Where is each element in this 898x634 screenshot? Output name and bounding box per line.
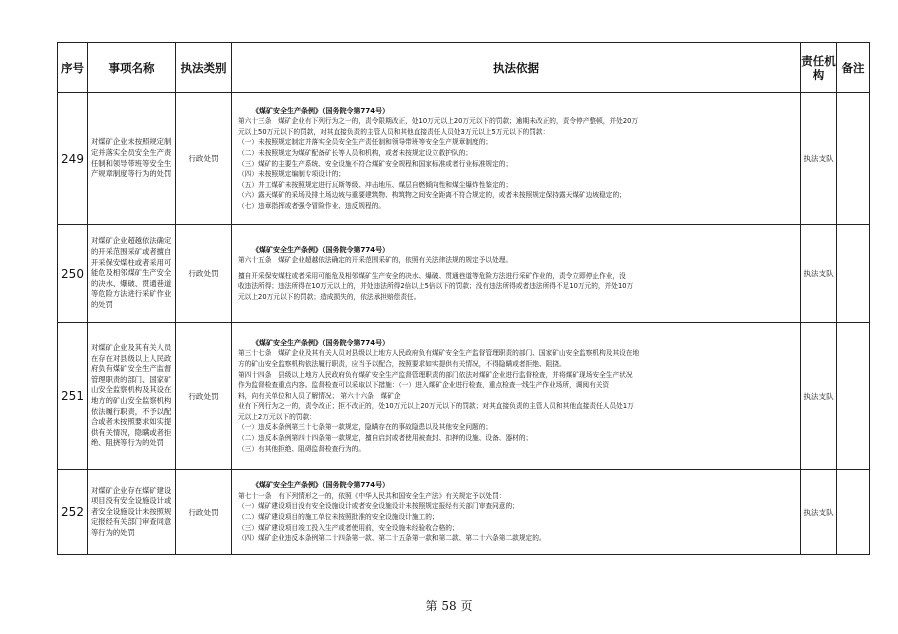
note [837, 225, 870, 323]
legal-basis [232, 323, 801, 470]
responsible-dept: 执法支队 [801, 323, 837, 470]
enforcement-type: 行政处罚 [176, 93, 232, 225]
table-row [58, 225, 870, 323]
basis-line: （二）煤矿建设项目的施工单位未按照批准的安全设施设计施工的； [238, 513, 439, 521]
header-type: 执法类别 [176, 43, 232, 93]
legal-basis [232, 93, 801, 225]
enforcement-type: 行政处罚 [176, 323, 232, 470]
page-number: 第 58 页 [425, 599, 473, 613]
note [837, 470, 870, 555]
basis-line: （七）违章指挥或者强令冒险作业、违反规程的。 [238, 201, 386, 210]
item-name: 对煤矿企业未按照规定制定并落实全员安全生产责任制和领导带班等安全生产规章制度等行为的处罚 [88, 93, 176, 225]
row-number: 249 [58, 93, 88, 225]
basis-line: （一）未按照规定制定并落实全员安全生产责任制和领导带班等安全生产规章制度的； [238, 138, 493, 147]
item-name: 对煤矿企业存在煤矿建设项目没有安全设施设计或者安全设施设计未按照规定报经有关部门审查同意等行为的处罚 [88, 470, 176, 555]
basis-line: （六）露天煤矿的采场及排土场边坡与重要建筑物、构筑物之间安全距离不符合规定的，或者未按照规定保持露天煤矿边坡稳定的； [238, 191, 626, 200]
basis-line: 第三十七条 煤矿企业及其有关人员对县级以上地方人民政府负有煤矿安全生产监督管理职责的部门、国家矿山安全监察机构及其设在地 [238, 349, 640, 358]
row-number: 250 [58, 225, 88, 323]
item-name: 对煤矿企业超越依法确定的开采范围采矿或者擅自开采保安煤柱或者采用可能危及相邻煤矿生产安全的决水、爆破、贯通巷道等危险方法进行采矿作业的处罚 [88, 225, 176, 323]
note [837, 93, 870, 225]
basis-line: 收违法所得；违法所得在10万元以上的，并处违法所得2倍以上5倍以下的罚款；没有违法所得或者违法所得不足10万元的，并处10万 [238, 282, 634, 291]
basis-line: （二）未按照规定为煤矿配备矿长等人员和机构，或者未按规定设立救护队的； [238, 148, 473, 157]
basis-line: 料，向有关单位和人员了解情况； 第六十六条 煤矿企 [238, 391, 401, 400]
enforcement-type: 行政处罚 [176, 225, 232, 323]
enforcement-type: 行政处罚 [176, 470, 232, 555]
table-row [58, 470, 870, 555]
note [837, 323, 870, 470]
basis-line: 第四十四条 县级以上地方人民政府负有煤矿安全生产监督管理职责的部门依法对煤矿企业进行监督检查，并将煤矿现场安全生产状况 [238, 370, 633, 379]
item-name: 对煤矿企业及其有关人员在存在对县级以上人民政府负有煤矿安全生产监督管理职责的部门、国家矿山安全监察机构及其设在地方的矿山安全监察机构依法履行职责，不予以配合或者未按照要求如实提供有关情况，隐瞒或者拒绝、阻挠等行为的处罚 [88, 323, 176, 470]
basis-line: （二）违反本条例第四十四条第一款规定，擅自启封或者使用被查封、扣押的设施、设备、器材的； [238, 434, 533, 443]
basis-line: （一）违反本条例第三十七条第一款规定，隐瞒存在的事故隐患以及其他安全问题的； [238, 423, 493, 432]
regulation-title: 《煤矿安全生产条例》（国务院令第774号） [252, 338, 390, 347]
basis-line: 元以上2万元以下的罚款： [238, 412, 316, 421]
basis-line: （一）煤矿建设项目没有安全设施设计或者安全设施设计未按照规定报经有关部门审查同意的； [238, 502, 519, 511]
header-name: 事项名称 [88, 43, 176, 93]
basis-line: 第六十三条 煤矿企业有下列行为之一的，责令限期改正，处10万元以上20万元以下的罚款；逾期未改正的，责令停产整顿，并处20万 [238, 117, 639, 126]
basis-line: 第七十一条 有下列情形之一的，依照《中华人民共和国安全生产法》有关规定予以处罚： [238, 491, 506, 500]
table-header [58, 43, 870, 93]
regulation-title: 《煤矿安全生产条例》（国务院令第774号） [252, 245, 390, 254]
table-row [58, 323, 870, 470]
basis-line: （四）未按照规定编制专项设计的； [238, 170, 345, 179]
responsible-dept: 执法支队 [801, 470, 837, 555]
enforcement-table [57, 42, 870, 555]
header-dept: 责任机构 [801, 43, 837, 93]
header-basis: 执法依据 [232, 43, 801, 93]
basis-line: （三）煤矿的主要生产系统、安全设施不符合煤矿安全规程和国家标准或者行业标准规定的； [238, 159, 513, 168]
regulation-title: 《煤矿安全生产条例》（国务院令第774号） [252, 481, 390, 490]
regulation-title: 《煤矿安全生产条例》（国务院令第774号） [252, 106, 390, 115]
basis-line: 元以上50万元以下的罚款，对其直接负责的主管人员和其他直接责任人员处3万元以上5万元以下的罚款： [238, 127, 550, 136]
responsible-dept: 执法支队 [801, 93, 837, 225]
basis-line: 元以上20万元以下的罚款；造成损失的，依法承担赔偿责任。 [238, 292, 421, 301]
basis-line: 擅自开采保安煤柱或者采用可能危及相邻煤矿生产安全的决水、爆破、贯通巷道等危险方法进行采矿作业的，责令立即停止作业，没 [238, 271, 626, 280]
row-number: 251 [58, 323, 88, 470]
row-number: 252 [58, 470, 88, 555]
basis-line: （三）煤矿建设项目竣工投入生产或者使用前，安全设施未经验收合格的； [238, 523, 459, 532]
legal-basis [232, 470, 801, 555]
basis-line: （四）煤矿企业违反本条例第二十四条第一款、第二十五条第一款和第二款、第二十六条第二款规定的。 [238, 534, 546, 543]
table-row [58, 93, 870, 225]
header-note: 备注 [837, 43, 870, 93]
basis-line: 业有下列行为之一的，责令改正；拒不改正的，处10万元以上20万元以下的罚款；对其直接负责的主管人员和其他直接责任人员处1万 [238, 402, 634, 411]
basis-line: 作为监督检查重点内容。监督检查可以采取以下措施：（一）进入煤矿企业进行检查，重点检查一线生产作业场所，调阅有关资 [238, 381, 610, 390]
legal-basis [232, 225, 801, 323]
responsible-dept: 执法支队 [801, 225, 837, 323]
basis-line: 第六十五条 煤矿企业超越依法确定的开采范围采矿的，依照有关法律法规的规定予以处理。 [238, 256, 513, 265]
basis-line: （五）井工煤矿未按照规定进行瓦斯等级、冲击地压、煤层自燃倾向性和煤尘爆炸性鉴定的； [238, 180, 513, 189]
basis-line: （三）有其他拒绝、阻碍监督检查行为的。 [238, 444, 366, 453]
basis-line: 方的矿山安全监察机构依法履行职责，应当予以配合，按照要求如实提供有关情况，不得隐瞒或者拒绝、阻挠。 [238, 359, 566, 368]
header-no: 序号 [58, 43, 88, 93]
